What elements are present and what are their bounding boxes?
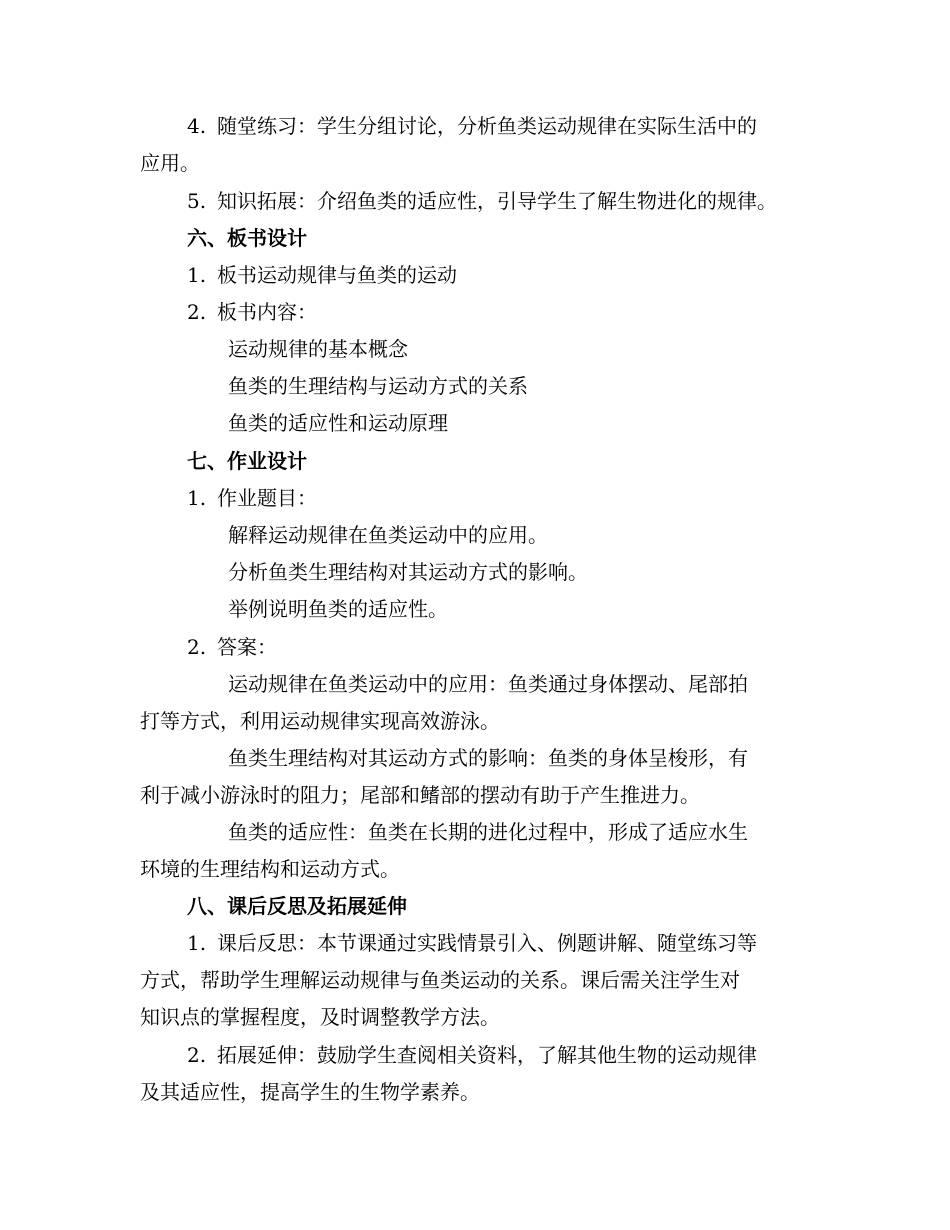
item-text: 板书内容： xyxy=(217,300,317,324)
list-item-5 xyxy=(187,188,777,214)
section-heading-reflection: 八、课后反思及拓展延伸 xyxy=(187,894,407,918)
homework-item-2 xyxy=(187,634,277,660)
section-heading-board-design: 六、板书设计 xyxy=(187,226,307,250)
list-item-4-continuation: 应用。 xyxy=(140,151,200,175)
board-item-1 xyxy=(187,262,457,288)
reflection-item-1-cont: 知识点的掌握程度，及时调整教学方法。 xyxy=(140,1005,500,1029)
board-sub-item: 鱼类的生理结构与运动方式的关系 xyxy=(228,374,528,398)
board-sub-item: 运动规律的基本概念 xyxy=(228,337,408,361)
item-text: 随堂练习：学生分组讨论，分析鱼类运动规律在实际生活中的 xyxy=(217,114,757,138)
item-number: 2. xyxy=(187,300,207,324)
homework-item-1 xyxy=(187,485,317,511)
section-heading-homework: 七、作业设计 xyxy=(187,449,307,473)
item-text: 拓展延伸：鼓励学生查阅相关资料，了解其他生物的运动规律 xyxy=(217,1043,757,1067)
extension-item-2-cont: 及其适应性，提高学生的生物学素养。 xyxy=(140,1080,480,1104)
homework-question: 举例说明鱼类的适应性。 xyxy=(228,597,448,621)
item-number: 4. xyxy=(187,114,207,138)
answer-paragraph-2-cont: 利于减小游泳时的阻力；尾部和鳍部的摆动有助于产生推进力。 xyxy=(140,783,700,807)
extension-item-2 xyxy=(187,1042,757,1068)
item-text: 作业题目： xyxy=(217,486,317,510)
item-number: 2. xyxy=(187,1043,207,1067)
item-number: 1. xyxy=(187,263,207,287)
item-number: 1. xyxy=(187,486,207,510)
item-number: 2. xyxy=(187,635,207,659)
reflection-item-1-cont: 方式，帮助学生理解运动规律与鱼类运动的关系。课后需关注学生对 xyxy=(140,968,740,992)
homework-question: 解释运动规律在鱼类运动中的应用。 xyxy=(228,523,548,547)
item-text: 知识拓展：介绍鱼类的适应性，引导学生了解生物进化的规律。 xyxy=(217,189,777,213)
item-number: 1. xyxy=(187,931,207,955)
item-text: 答案： xyxy=(217,635,277,659)
answer-paragraph-3: 鱼类的适应性：鱼类在长期的进化过程中，形成了适应水生 xyxy=(228,820,748,844)
answer-paragraph-2: 鱼类生理结构对其运动方式的影响：鱼类的身体呈梭形，有 xyxy=(228,746,748,770)
answer-paragraph-1-cont: 打等方式，利用运动规律实现高效游泳。 xyxy=(140,709,500,733)
board-sub-item: 鱼类的适应性和运动原理 xyxy=(228,411,448,435)
board-item-2 xyxy=(187,299,317,325)
answer-paragraph-3-cont: 环境的生理结构和运动方式。 xyxy=(140,857,400,881)
list-item-4 xyxy=(187,113,757,139)
item-text: 板书运动规律与鱼类的运动 xyxy=(217,263,457,287)
reflection-item-1 xyxy=(187,930,757,956)
item-text: 课后反思：本节课通过实践情景引入、例题讲解、随堂练习等 xyxy=(217,931,757,955)
homework-question: 分析鱼类生理结构对其运动方式的影响。 xyxy=(228,560,588,584)
answer-paragraph-1: 运动规律在鱼类运动中的应用：鱼类通过身体摆动、尾部拍 xyxy=(228,672,748,696)
item-number: 5. xyxy=(187,189,207,213)
